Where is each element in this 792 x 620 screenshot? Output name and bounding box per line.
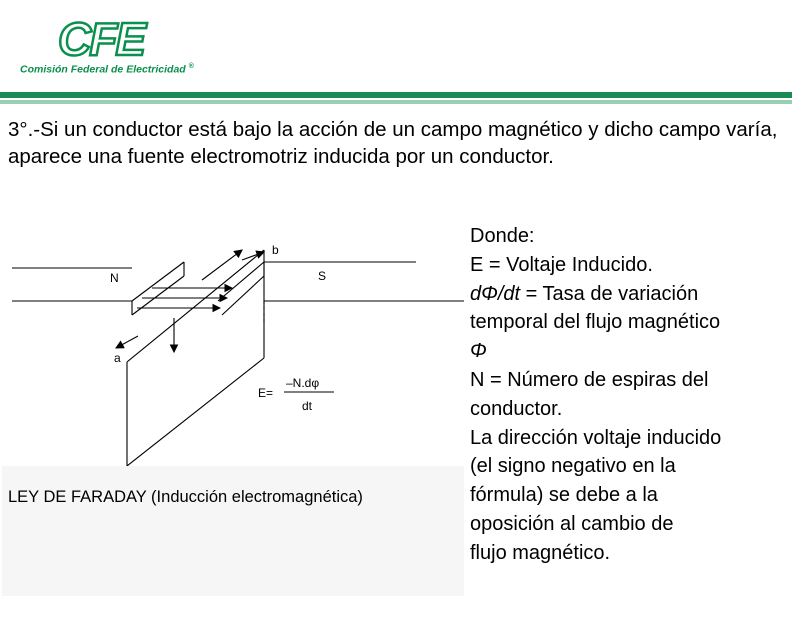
explanation-block [470,222,790,568]
header-divider-dark [0,92,792,98]
header-divider-light [0,100,792,104]
cfe-logo-subtitle-text: Comisión Federal de Electricidad [20,63,186,76]
explanation-line: E = Voltaje Inducido. [470,253,653,276]
figure-container [2,240,464,620]
current-arrow-a [116,336,138,348]
s-pole-face-bottom [222,276,264,315]
explanation-line: temporal del flujo magnético [470,311,721,334]
formula-numerator: –N.dφ [286,376,320,390]
label-b: b [272,243,279,257]
explanation-line: N = Número de espiras del [470,368,709,391]
caption-background [2,466,464,596]
explanation-line: (el signo negativo en la [470,455,676,478]
loop-bottom-edge [127,358,264,466]
label-n: N [110,271,119,285]
formula-denominator: dt [302,399,313,413]
explanation-line: conductor. [470,397,563,420]
registered-mark: ® [188,63,194,70]
explanation-line: oposición al cambio de [470,512,674,535]
faraday-diagram [2,240,464,466]
figure-caption: LEY DE FARADAY (Inducción electromagnética) [8,488,363,506]
label-a: a [114,351,121,365]
explanation-line: flujo magnético. [470,541,611,564]
explanation-line: fórmula) se debe a la [470,484,658,507]
cfe-logo-subtitle [20,63,194,76]
label-s: S [318,269,327,283]
flux-symbol: Φ [470,340,487,363]
formula-lhs: E= [258,386,274,400]
loop-top-edge [127,250,264,362]
statement-text: 3°.-Si un conductor está bajo la acción de un campo magnético y dicho campo varía, aparece una fuente electromotriz inducida por un conductor. [8,118,778,168]
cfe-logo-word: CFE [58,13,144,65]
motion-arrow-up [202,250,242,280]
derivative-description: = Tasa de variación [520,282,699,305]
cfe-logo [18,10,198,82]
derivative-symbol: dΦ/dt [470,282,521,305]
explanation-line [470,280,790,309]
explanation-line: Donde: [470,225,535,247]
explanation-line: La dirección voltaje inducido [470,426,722,449]
